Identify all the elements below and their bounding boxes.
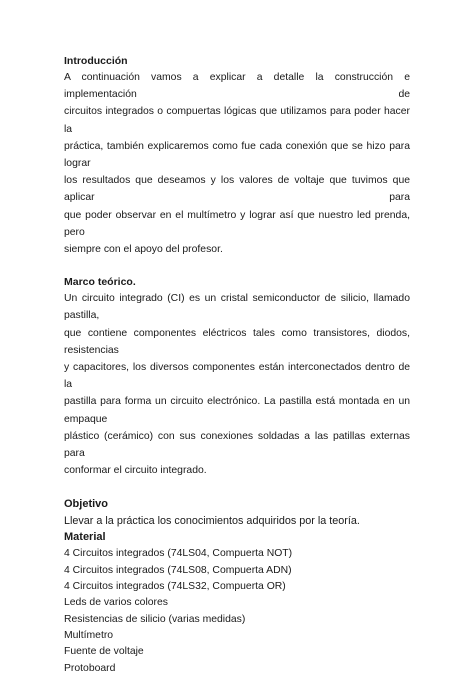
material-item: Protoboard xyxy=(64,662,116,674)
intro-line: que poder observar en el multímetro y lograr así que nuestro led prenda, pero xyxy=(64,209,410,238)
marco-line: que contiene componentes eléctricos tales como transistores, diodos, resistencias xyxy=(64,327,410,356)
document-page xyxy=(64,54,410,677)
material-item: Resistencias de silicio (varias medidas) xyxy=(64,613,246,625)
marco-line: Un circuito integrado (CI) es un cristal semiconductor de silicio, llamado pastilla, xyxy=(64,293,410,322)
material-list xyxy=(64,546,410,676)
intro-paragraph xyxy=(64,69,410,258)
material-item: Fuente de voltaje xyxy=(64,646,144,658)
marco-line: plástico (cerámico) con sus conexiones soldadas a las patillas externas para xyxy=(64,430,410,460)
material-item: Multímetro xyxy=(64,629,114,641)
intro-line: A continuación vamos a explicar a detalle la construcción e implementación de xyxy=(64,72,410,101)
material-item: 4 Circuitos integrados (74LS04, Compuerta NOT) xyxy=(64,548,293,560)
intro-line: los resultados que deseamos y los valores de voltaje que tuvimos que aplicar para xyxy=(64,175,410,204)
section-spacer xyxy=(64,258,410,275)
marco-line: pastilla para forma un circuito electrónico. La pastilla está montada en un empaque xyxy=(64,396,410,425)
intro-line: práctica, también explicaremos como fue cada conexión que se hizo para lograr xyxy=(64,140,410,170)
intro-line: circuitos integrados o compuertas lógicas que utilizamos para poder hacer la xyxy=(64,106,410,135)
objetivo-heading: Objetivo xyxy=(64,498,109,511)
marco-paragraph xyxy=(64,290,410,479)
marco-line: y capacitores, los diversos componentes están interconectados dentro de la xyxy=(64,362,410,391)
marco-heading: Marco teórico. xyxy=(64,276,136,289)
intro-line: siempre con el apoyo del profesor. xyxy=(64,244,223,256)
material-item: 4 Circuitos integrados (74LS32, Compuerta OR) xyxy=(64,581,286,593)
objetivo-text: Llevar a la práctica los conocimientos adquiridos por la teoría. xyxy=(64,515,360,528)
section-spacer xyxy=(64,479,410,496)
material-item: 4 Circuitos integrados (74LS08, Compuerta ADN) xyxy=(64,564,292,576)
material-heading: Material xyxy=(64,531,106,544)
intro-heading: Introducción xyxy=(64,55,128,67)
material-item: Leds de varios colores xyxy=(64,597,168,609)
marco-line: conformar el circuito integrado. xyxy=(64,465,207,477)
